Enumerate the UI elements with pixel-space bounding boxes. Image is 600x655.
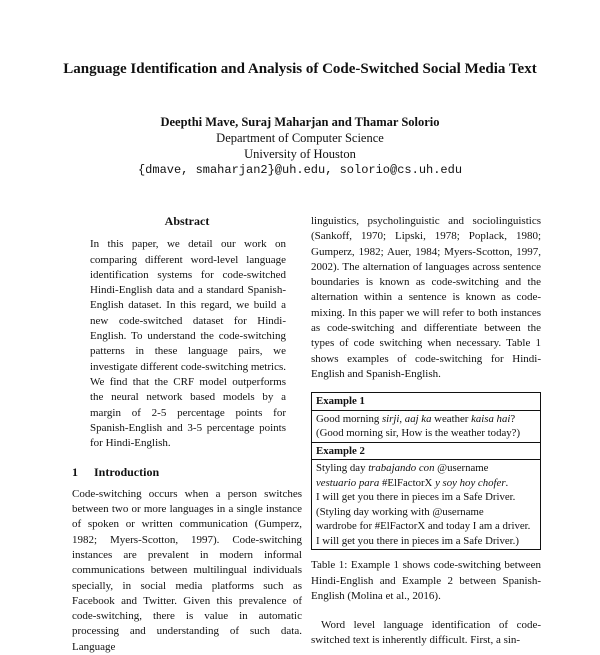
- intro-text: Code-switching occurs when a person switches between two or more languages in a single instance of spoken or written communication (Gumperz, 1982; Myers-Scotton, 1997). Code-switching instances are prevalent in modern informal communications between multilingual individuals specially, in social media platforms such as Facebook and Twitter. Given this prevalence of code-switching, there is value in automatic processing and understanding of such data. Language: [72, 487, 302, 653]
- example-2-body: [312, 460, 540, 549]
- example-2-line-6: I will get you there in pieces im a Safe Driver.): [316, 534, 519, 547]
- left-column: [72, 214, 302, 655]
- example-2-line-3: I will get you there in pieces im a Safe Driver.: [316, 491, 516, 504]
- example-2-line-4: (Styling day working with @username: [316, 505, 484, 518]
- author-university: University of Houston: [244, 147, 356, 161]
- ex2-text-2b: #ElFactorX: [379, 476, 436, 489]
- ex1-text-e: weather: [431, 412, 472, 425]
- author-department: Department of Computer Science: [216, 131, 384, 145]
- author-names: Deepthi Mave, Suraj Maharjan and Thamar Solorio: [160, 115, 440, 129]
- author-emails: {dmave, smaharjan2}@uh.edu, solorio@cs.uh.edu: [137, 163, 463, 177]
- example-2-line-2: [316, 476, 536, 491]
- ex1-text-g: ?: [510, 412, 516, 425]
- ex2-text-2d: .: [505, 476, 509, 489]
- author-block: [60, 114, 540, 178]
- right-column: [311, 214, 541, 649]
- examples-table: [311, 392, 541, 550]
- right-paragraph-2: Word level language identification of code-switched text is inherently difficult. First, a sin-: [311, 619, 541, 647]
- example-1-body: [312, 411, 540, 443]
- abstract-text: In this paper, we detail our work on comparing different word-level language identification systems for code-switched Hindi-English data and a standard Spanish-English dataset. In this regard, we build a new code-switched dataset for Hindi-English. To understand the code-switching patterns in these language pairs, we investigate different code-switching metrics. We find that the CRF model outperforms the neural network based models by a margin of 2-5 percentage points for Spanish-English and 3-5 percentage points for Hindi-English.: [90, 238, 286, 450]
- section-title: Introduction: [94, 465, 160, 480]
- table-caption: Table 1: Example 1 shows code-switching between Hindi-English and Example 2 between Spanish-English (Molina et al., 2016).: [311, 559, 541, 602]
- ex2-text-1c: @username: [434, 462, 489, 475]
- right-paragraph-1: linguistics, psycholinguistic and sociolinguistics (Sankoff, 1970; Lipski, 1978; Poplack, 1980; Gumperz, 1982; Auer, 1984; Myers-Scotton, 1997, 2002). The alternation of languages across sentence boundaries is known as code-switching and the alternation within a sentence is known as code-mixing. In this paper we will refer to both instances as code-switching and differentiate between the types of code switching when necessary. Table 1 shows examples of code-switching for Hindi-English and Spanish-English.: [311, 215, 541, 380]
- section-number: 1: [72, 465, 78, 480]
- example-2-label: Example 2: [312, 443, 540, 461]
- intro-heading: [72, 465, 302, 480]
- ex1-text-f: kaisa hai: [471, 412, 511, 425]
- ex1-text-b: sirji: [381, 412, 400, 425]
- example-1-label: Example 1: [312, 393, 540, 411]
- example-1-translation: (Good morning sir, How is the weather today?): [316, 427, 521, 440]
- example-2-line-1: [316, 461, 536, 476]
- example-2-line-5: wardrobe for #ElFactorX and today I am a driver.: [316, 520, 531, 533]
- ex2-text-1a: Styling day: [316, 462, 369, 475]
- ex1-text-c: ,: [399, 412, 405, 425]
- ex1-text-d: aaj ka: [404, 412, 432, 425]
- paper-title: Language Identification and Analysis of Code-Switched Social Media Text: [63, 61, 537, 77]
- ex2-text-2a: vestuario para: [316, 476, 380, 489]
- ex2-text-2c: y soy hoy chofer: [435, 476, 506, 489]
- ex1-text-a: Good morning: [316, 412, 382, 425]
- abstract-heading: Abstract: [164, 214, 210, 228]
- ex2-text-1b: trabajando con: [368, 462, 435, 475]
- example-1-line: [316, 412, 536, 427]
